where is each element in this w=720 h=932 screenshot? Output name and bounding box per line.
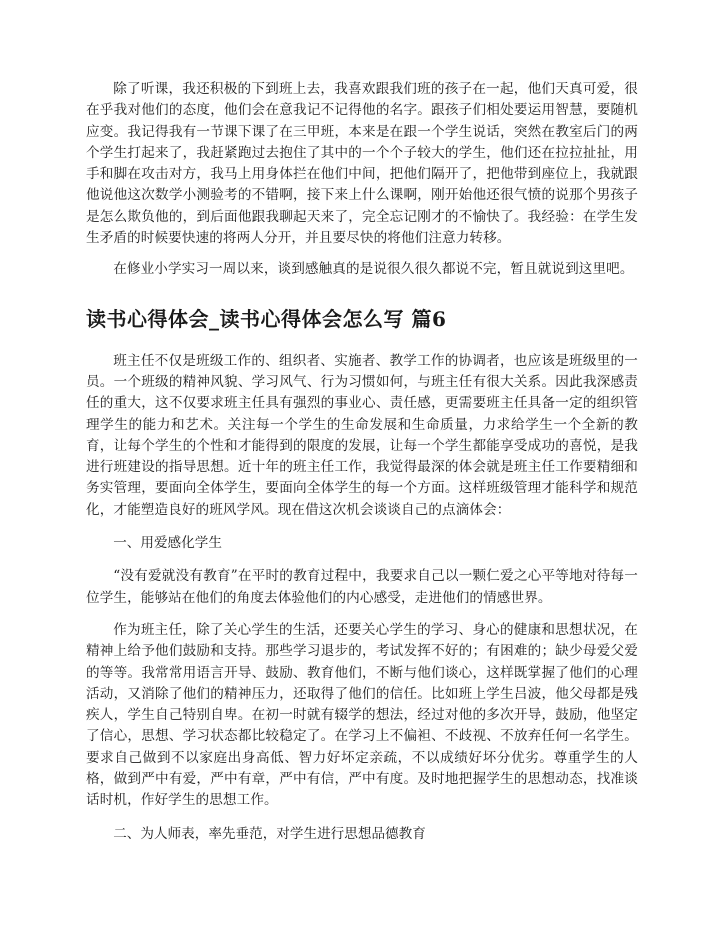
document-page — [86, 79, 638, 845]
paragraph-internship-closing: 在修业小学实习一周以来，谈到感触真的是说很久很久都说不完，暂且就说到这里吧。 — [113, 261, 634, 278]
paragraph-intro: 班主任不仅是班级工作的、组织者、实施者、教学工作的协调者，也应该是班级里的一员。一个班级的精神风貌、学习风气、行为习惯如何，与班主任有很大关系。因此我深感责任的重大，这不仅要求班主任具有强烈的事业心、责任感，更需要班主任具备一定的组织管理学生的能力和艺术。关注每一个学生的生命发展和生命质量，力求给学生一个全新的教育，让每个学生的个性和才能得到的限度的发展，让每一个学生都能享受成功的喜悦，是我进行班建设的指导思想。近十年的班主任工作，我觉得最深的体会就是班主任工作要精细和务实管理，要面向全体学生，要面向全体学生的每一个方面。这样班级管理才能科学和规范化，才能塑造良好的班风学风。现在借这次机会谈谈自己的点滴体会： — [86, 352, 638, 518]
section1-quote: “没有爱就没有教育”在平时的教育过程中，我要求自己以一颗仁爱之心平等地对待每一位学生，能够站在他们的角度去体验他们的内心感受，走进他们的情感世界。 — [86, 568, 638, 606]
section-heading: 读书心得体会_读书心得体会怎么写 篇6 — [86, 306, 447, 331]
section1-body: 作为班主任，除了关心学生的生活，还要关心学生的学习、身心的健康和思想状况，在精神上给予他们鼓励和支持。那些学习退步的，考试发挥不好的；有困难的；缺少母爱父爱的等等。我常常用语言开导、鼓励、教育他们，不断与他们谈心，这样既掌握了他们的心理活动，又消除了他们的精神压力，还取得了他们的信任。比如班上学生吕波，他父母都是残疾人，学生自己特别自卑。在初一时就有辍学的想法，经过对他的多次开导，鼓励，他坚定了信心，思想、学习状态都比较稳定了。在学习上不偏袒、不歧视、不放弃任何一名学生。要求自己做到不以家庭出身高低、智力好坏定亲疏，不以成绩好坏分优劣。尊重学生的人格，做到严中有爱，严中有章，严中有信，严中有度。及时地把握学生的思想动态，找准谈话时机，作好学生的思想工作。 — [86, 621, 638, 809]
section2-title: 二、为人师表，率先垂范，对学生进行思想品德教育 — [113, 825, 426, 842]
section1-title: 一、用爱感化学生 — [113, 535, 222, 552]
paragraph-classroom-experience: 除了听课，我还积极的下到班上去，我喜欢跟我们班的孩子在一起，他们天真可爱，很在乎我对他们的态度，他们会在意我记不记得他的名字。跟孩子们相处要运用智慧，要随机应变。我记得我有一节课下课了在三甲班，本来是在跟一个学生说话，突然在教室后门的两个学生打起来了，我赶紧跑过去抱住了其中的一个个子较大的学生，他们还在拉拉扯扯，用手和脚在攻击对方，我马上用身体拦在他们中间，把他们隔开了，把他带到座位上，我就跟他说他这次数学小测验考的不错啊，接下来上什么课啊，刚开始他还很气愤的说那个男孩子是怎么欺负他的，到后面他跟我聊起天来了，完全忘记刚才的不愉快了。我经验：在学生发生矛盾的时候要快速的将两人分开，并且要尽快的将他们注意力转移。 — [86, 81, 638, 247]
